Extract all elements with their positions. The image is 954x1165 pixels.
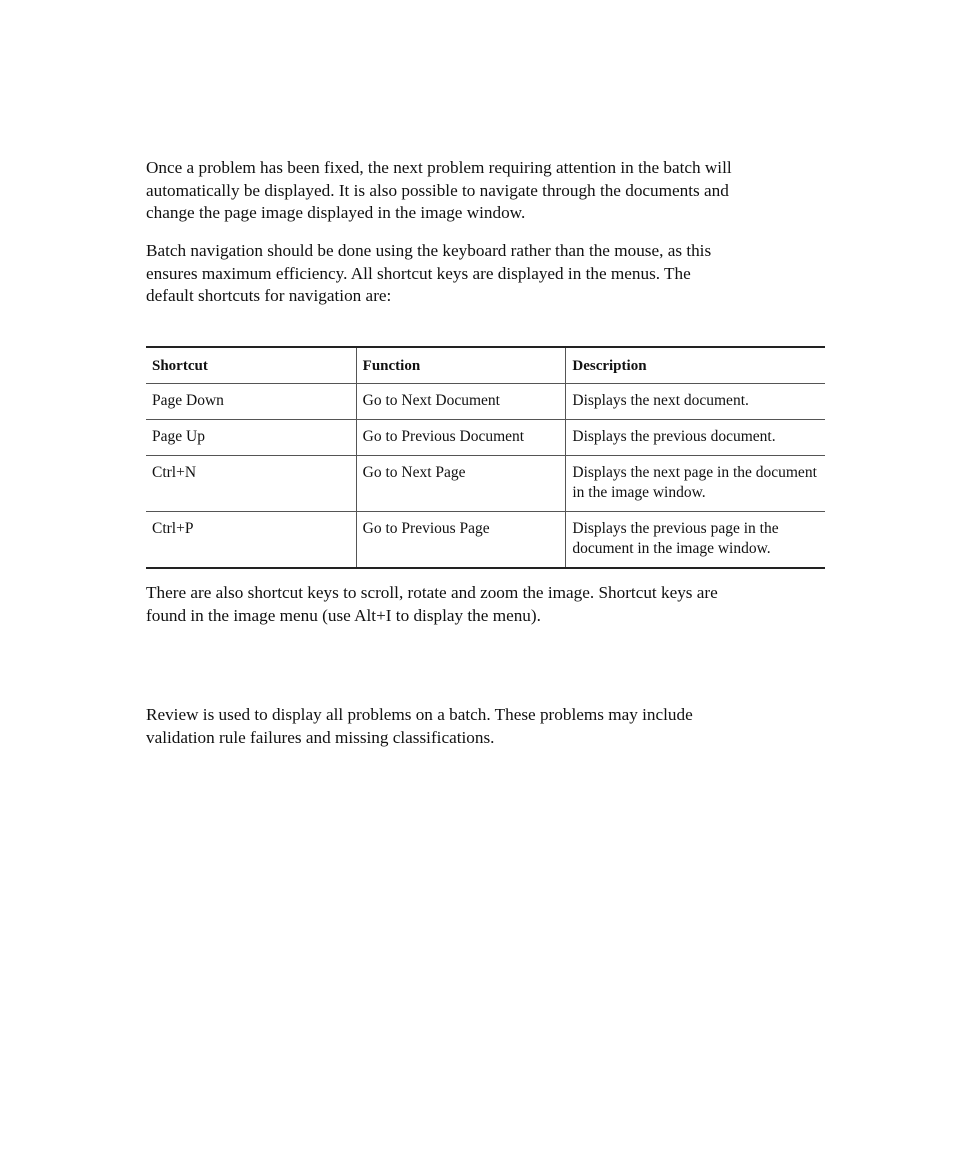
cell-description: Displays the next document. [566,384,825,420]
table-row [146,456,825,512]
review-paragraph [146,704,836,749]
table-row [146,384,825,420]
intro-line-2: automatically be displayed. It is also possible to navigate through the documents and [146,180,729,200]
cell-description: Displays the previous page in the document in the image window. [566,512,825,569]
navigation-line-2: ensures maximum efficiency. All shortcut keys are displayed in the menus. The [146,263,691,283]
navigation-paragraph [146,240,836,308]
cell-shortcut: Page Up [146,420,356,456]
intro-line-3: change the page image displayed in the image window. [146,203,526,222]
cell-function: Go to Previous Document [356,420,566,456]
cell-shortcut: Page Down [146,384,356,420]
shortcut-table [146,346,825,569]
cell-description: Displays the previous document. [566,420,825,456]
cell-function: Go to Next Page [356,456,566,512]
image-shortcuts-line-1: There are also shortcut keys to scroll, rotate and zoom the image. Shortcut keys are [146,583,718,602]
intro-line-1: Once a problem has been fixed, the next problem requiring attention in the batch will [146,158,732,177]
cell-description: Displays the next page in the document in the image window. [566,456,825,512]
navigation-line-3: default shortcuts for navigation are: [146,286,392,305]
table-row [146,512,825,569]
table-header-row [146,347,825,384]
review-line-2: validation rule failures and missing classifications. [146,727,495,747]
cell-shortcut: Ctrl+P [146,512,356,569]
intro-paragraph [146,157,836,225]
table-row [146,420,825,456]
header-shortcut: Shortcut [146,347,356,384]
image-shortcuts-line-2: found in the image menu (use Alt+I to display the menu). [146,605,541,625]
cell-function: Go to Previous Page [356,512,566,569]
header-description: Description [566,347,825,384]
header-function: Function [356,347,566,384]
image-shortcuts-paragraph [146,582,836,627]
review-line-1: Review is used to display all problems on a batch. These problems may include [146,705,693,724]
cell-shortcut: Ctrl+N [146,456,356,512]
cell-function: Go to Next Document [356,384,566,420]
navigation-line-1: Batch navigation should be done using the keyboard rather than the mouse, as this [146,241,712,260]
